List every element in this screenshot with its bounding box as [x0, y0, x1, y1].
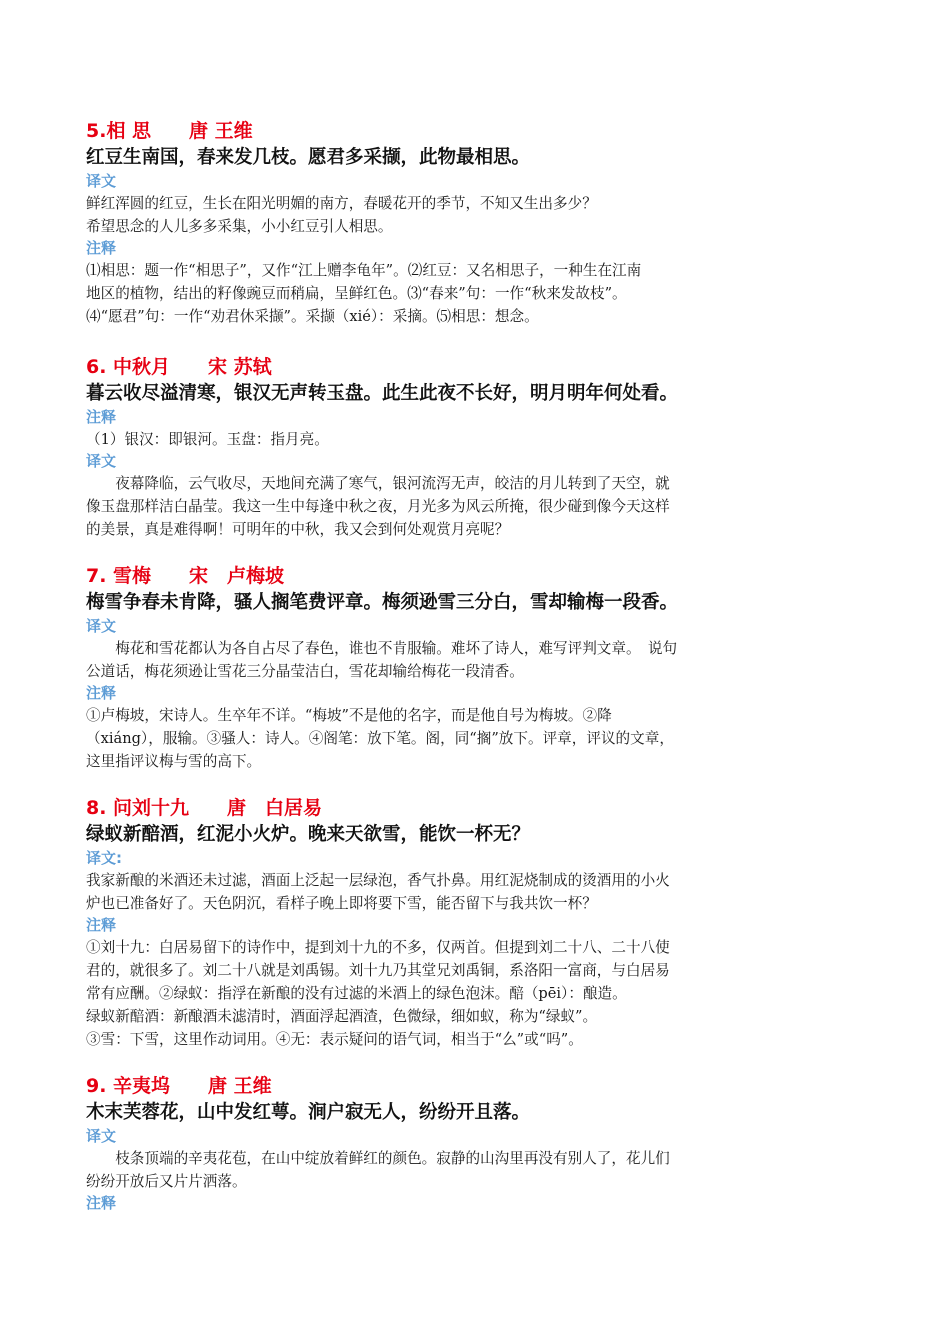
- section-paragraph: [86, 869, 876, 915]
- poem-section: [86, 354, 876, 541]
- text-line: 地区的植物，结出的籽像豌豆而稍扁，呈鲜红色。⑶“春来”句：一作“秋来发故枝”。: [86, 285, 627, 302]
- text-line: ①卢梅坡，宋诗人。生卒年不详。“梅坡”不是他的名字，而是他自号为梅坡。②降: [86, 707, 612, 724]
- text-line: ⑷“愿君”句：一作“劝君休采撷”。采撷（xié）：采摘。⑸相思：想念。: [86, 308, 539, 325]
- text-line: 梅花和雪花都认为各自占尽了春色，谁也不肯服输。难坏了诗人，难写评判文章。 说句: [115, 640, 678, 657]
- text-line: ⑴相思：题一作“相思子”，又作“江上赠李龟年”。⑵红豆：又名相思子，一种生在江南: [86, 262, 642, 279]
- poem-section: [86, 1073, 876, 1214]
- text-line: 希望思念的人儿多多采集，小小红豆引人相思。: [86, 218, 393, 235]
- text-line: 的美景，真是难得啊！可明年的中秋，我又会到何处观赏月亮呢？: [86, 521, 510, 538]
- section-paragraph: [86, 472, 876, 541]
- text-line: 鲜红浑圆的红豆，生长在阳光明媚的南方，春暖花开的季节，不知又生出多少？: [86, 195, 597, 212]
- section-label: 注释: [86, 239, 117, 257]
- section-paragraph: [86, 192, 876, 238]
- section-label: 译文: [86, 617, 117, 635]
- text-line: ①刘十九：白居易留下的诗作中，提到刘十九的不多，仅两首。但提到刘二十八、二十八使: [86, 939, 670, 956]
- section-label: 注释: [86, 1194, 117, 1212]
- text-line: 炉也已准备好了。天色阴沉，看样子晚上即将要下雪，能否留下与我共饮一杯？: [86, 895, 597, 912]
- section-paragraph: [86, 1147, 876, 1193]
- text-line: 枝条顶端的辛夷花苞，在山中绽放着鲜红的颜色。寂静的山沟里再没有别人了，花儿们: [115, 1150, 670, 1167]
- text-line: ③雪：下雪，这里作动词用。④无：表示疑问的语气词，相当于“么”或“吗”。: [86, 1031, 583, 1048]
- text-line: 像玉盘那样洁白晶莹。我这一生中每逢中秋之夜，月光多为风云所掩，很少碰到像今天这样: [86, 498, 670, 515]
- text-line: 常有应酬。②绿蚁：指浮在新酿的没有过滤的米酒上的绿色泡沫。醅（pēi）：酿造。: [86, 985, 627, 1002]
- section-paragraph: [86, 936, 876, 1051]
- section-label: 译文: [86, 1127, 117, 1145]
- section-paragraph: [86, 428, 876, 451]
- text-line: （1）银汉：即银河。玉盘：指月亮。: [86, 431, 329, 448]
- text-line: 君的，就很多了。刘二十八就是刘禹锡。刘十九乃其堂兄刘禹铜，系洛阳一富商，与白居易: [86, 962, 670, 979]
- poem-title: 6. 中秋月 宋 苏轼: [86, 356, 272, 378]
- text-line: （xiáng），服输。③骚人：诗人。④阁笔：放下笔。阁，同“搁”放下。评章，评议的文章，: [86, 730, 674, 747]
- section-label: 译文: [86, 172, 117, 190]
- section-label: 注释: [86, 684, 117, 702]
- section-paragraph: [86, 637, 876, 683]
- text-line: 纷纷开放后又片片洒落。: [86, 1173, 247, 1190]
- poem-text: 红豆生南国，春来发几枝。愿君多采撷，此物最相思。: [86, 147, 531, 168]
- poem-text: 绿蚁新醅酒，红泥小火炉。晚来天欲雪，能饮一杯无？: [86, 824, 531, 845]
- poem-section: [86, 563, 876, 773]
- poem-text: 木末芙蓉花，山中发红萼。涧户寂无人，纷纷开且落。: [86, 1102, 531, 1123]
- text-line: 我家新酿的米酒还未过滤，酒面上泛起一层绿泡，香气扑鼻。用红泥烧制成的烫酒用的小火: [86, 872, 670, 889]
- section-paragraph: [86, 259, 876, 328]
- section-label: 注释: [86, 916, 117, 934]
- text-line: 这里指评议梅与雪的高下。: [86, 753, 262, 770]
- text-line: 夜幕降临，云气收尽，天地间充满了寒气，银河流泻无声，皎洁的月儿转到了天空，就: [115, 475, 670, 492]
- text-line: 公道话，梅花须逊让雪花三分晶莹洁白，雪花却输给梅花一段清香。: [86, 663, 524, 680]
- poem-text: 梅雪争春未肯降，骚人搁笔费评章。梅须逊雪三分白，雪却输梅一段香。: [86, 592, 679, 613]
- section-label: 译文:: [86, 849, 122, 867]
- section-label: 译文: [86, 452, 117, 470]
- poem-text: 暮云收尽溢清寒，银汉无声转玉盘。此生此夜不长好，明月明年何处看。: [86, 383, 679, 404]
- section-label: 注释: [86, 408, 117, 426]
- section-paragraph: [86, 704, 876, 773]
- text-line: 绿蚁新醅酒：新酿酒未滤清时，酒面浮起酒渣，色微绿，细如蚁，称为“绿蚁”。: [86, 1008, 598, 1025]
- poem-section: [86, 118, 876, 328]
- poem-title: 5.相 思 唐 王维: [86, 120, 253, 142]
- poem-section: [86, 795, 876, 1051]
- poem-title: 9. 辛夷坞 唐 王维: [86, 1075, 272, 1097]
- poem-title: 8. 问刘十九 唐 白居易: [86, 797, 323, 819]
- poem-title: 7. 雪梅 宋 卢梅坡: [86, 565, 285, 587]
